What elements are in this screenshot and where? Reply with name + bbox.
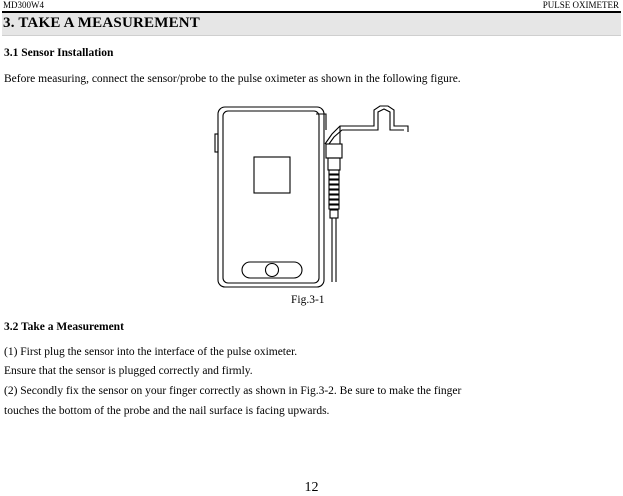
subsection-title-take-measurement: 3.2 Take a Measurement (4, 321, 124, 333)
device-body (218, 107, 324, 287)
connector-neck (328, 158, 340, 170)
installation-paragraph: Before measuring, connect the sensor/probe to the pulse oximeter as shown in the following figure. (4, 73, 461, 85)
device-inner-outline (223, 111, 319, 283)
oximeter-sensor-figure (212, 104, 422, 290)
header-model: MD300W4 (3, 0, 44, 10)
subsection-title-sensor-installation: 3.1 Sensor Installation (4, 47, 114, 59)
side-button (215, 134, 218, 152)
section-title: 3. TAKE A MEASUREMENT (3, 15, 201, 31)
instruction-line-4: touches the bottom of the probe and the nail surface is facing upwards. (4, 405, 330, 417)
probe-clip (325, 106, 408, 144)
instruction-line-1: (1) First plug the sensor into the interface of the pulse oximeter. (4, 346, 298, 358)
cable-strain-relief (329, 170, 339, 218)
instruction-line-3: (2) Secondly fix the sensor on your finger correctly as shown in Fig.3-2. Be sure to make the finger (4, 385, 462, 397)
oximeter-illustration (212, 104, 422, 290)
connector-head (326, 144, 342, 158)
page-number: 12 (304, 480, 319, 495)
instruction-line-2: Ensure that the sensor is plugged correctly and firmly. (4, 365, 253, 377)
header-product: PULSE OXIMETER (542, 0, 619, 10)
figure-caption: Fig.3-1 (291, 294, 325, 306)
device-screen (254, 157, 290, 193)
home-button (266, 264, 279, 277)
bottom-pill (242, 262, 302, 278)
